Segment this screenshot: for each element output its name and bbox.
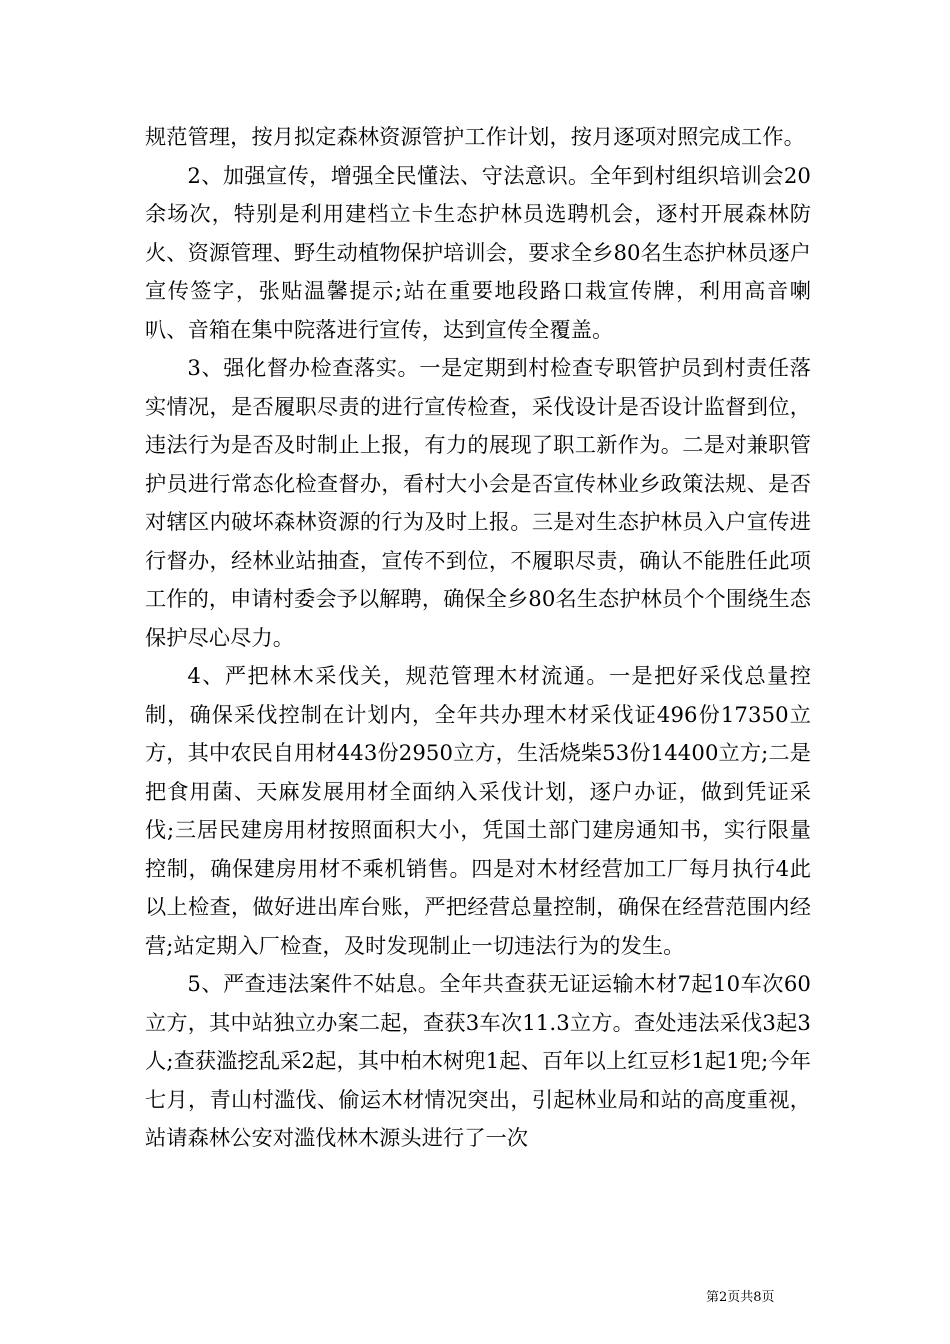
page-number-footer: 第2页共8页 [706, 1290, 775, 1305]
paragraph-continuation: 规范管理，按月拟定森林资源管护工作计划，按月逐项对照完成工作。 [145, 124, 805, 149]
document-body [145, 118, 811, 1158]
paragraph-illegal-cases: 5、严查违法案件不姑息。全年共查获无证运输木材7起10车次60立方，其中站独立办案二起，查获3车次11.3立方。查处违法采伐3起3人;查获滥挖乱采2起，其中柏木树兜1起、百年以上红豆杉1起1兜;今年七月，青山村滥伐、偷运木材情况突出，引起林业局和站的高度重视，站请森林公安对滥伐林木源头进行了一次 [145, 971, 811, 1150]
paragraph-publicity: 2、加强宣传，增强全民懂法、守法意识。全年到村组织培训会20余场次，特别是利用建档立卡生态护林员选聘机会，逐村开展森林防火、资源管理、野生动植物保护培训会，要求全乡80名生态护林员逐户宣传签字，张贴温馨提示;站在重要地段路口栽宣传牌，利用高音喇叭、音箱在集中院落进行宣传，达到宣传全覆盖。 [145, 162, 811, 342]
paragraph-logging-control: 4、严把林木采伐关，规范管理木材流通。一是把好采伐总量控制，确保采伐控制在计划内，全年共办理木材采伐证496份17350立方，其中农民自用材443份2950立方，生活烧柴53份14400立方;二是把食用菌、天麻发展用材全面纳入采伐计划，逐户办证，做到凭证采伐;三居民建房用材按照面积大小，凭国土部门建房通知书，实行限量控制，确保建房用材不乘机销售。四是对木材经营加工厂每月执行4此以上检查，做好进出库台账，严把经营总量控制，确保在经营范围内经营;站定期入厂检查，及时发现制止一切违法行为的发生。 [145, 663, 811, 958]
paragraph-supervision: 3、强化督办检查落实。一是定期到村检查专职管护员到村责任落实情况，是否履职尽责的进行宣传检查，采伐设计是否设计监督到位，违法行为是否及时制止上报，有力的展现了职工新作为。二是对兼职管护员进行常态化检查督办，看村大小会是否宣传林业乡政策法规、是否对辖区内破坏森林资源的行为及时上报。三是对生态护林员入户宣传进行督办，经林业站抽查，宣传不到位，不履职尽责，确认不能胜任此项工作的，申请村委会予以解聘，确保全乡80名生态护林员个个围绕生态保护尽心尽力。 [145, 355, 811, 650]
